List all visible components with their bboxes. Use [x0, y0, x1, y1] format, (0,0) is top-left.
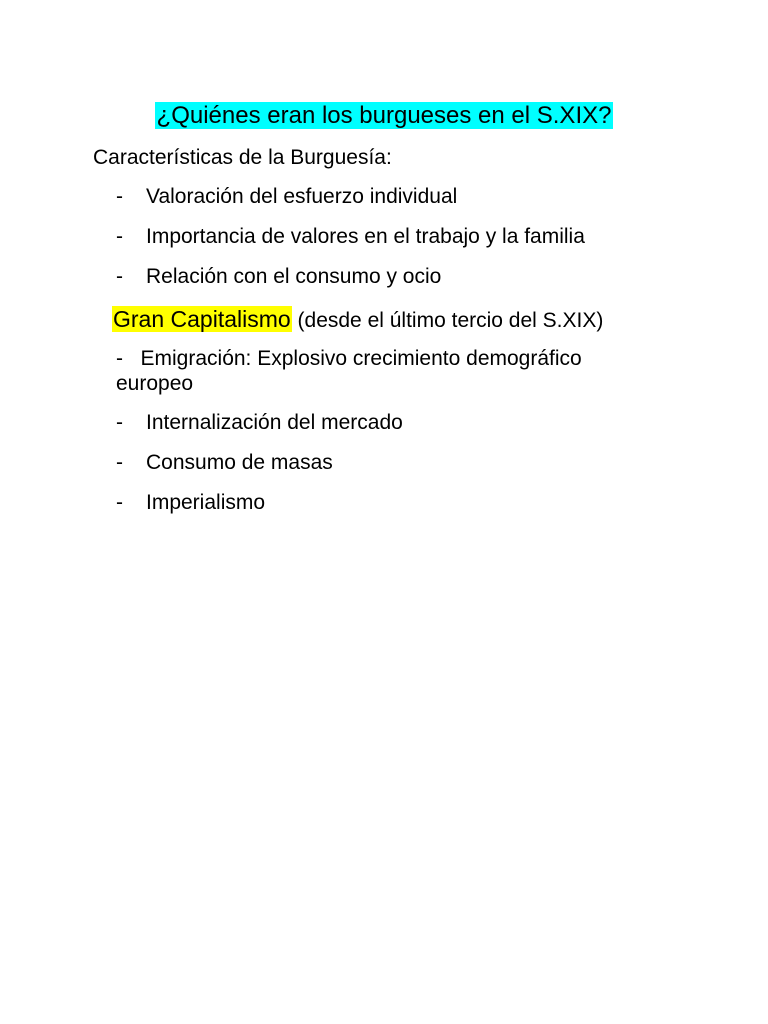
section-heading-capitalismo [112, 305, 603, 335]
list-item-text: Imperialismo [146, 491, 266, 514]
bullet-dash: - [116, 491, 123, 514]
list-item-wrapped [116, 346, 656, 396]
list-item-text: Valoración del esfuerzo individual [146, 185, 458, 208]
heading-subtitle: (desde el último tercio del S.XIX) [297, 309, 604, 332]
bullet-dash: - [116, 185, 123, 208]
section-heading-burguesia: Características de la Burguesía: [93, 146, 392, 169]
list-item-text: Importancia de valores en el trabajo y la familia [146, 225, 585, 248]
bullet-dash: - [116, 347, 123, 370]
highlighted-heading: Gran Capitalismo [113, 306, 291, 332]
bullet-dash: - [116, 411, 123, 434]
title-row [0, 102, 768, 130]
list-item-text: Emigración: Explosivo crecimiento demográfico europeo [116, 347, 582, 395]
list-item-text: Internalización del mercado [146, 411, 403, 434]
bullet-dash: - [116, 225, 123, 248]
bullet-dash: - [116, 451, 123, 474]
list-item-text: Relación con el consumo y ocio [146, 265, 442, 288]
list-item-text: Consumo de masas [146, 451, 333, 474]
bullet-dash: - [116, 265, 123, 288]
page-title: ¿Quiénes eran los burgueses en el S.XIX? [156, 102, 612, 129]
